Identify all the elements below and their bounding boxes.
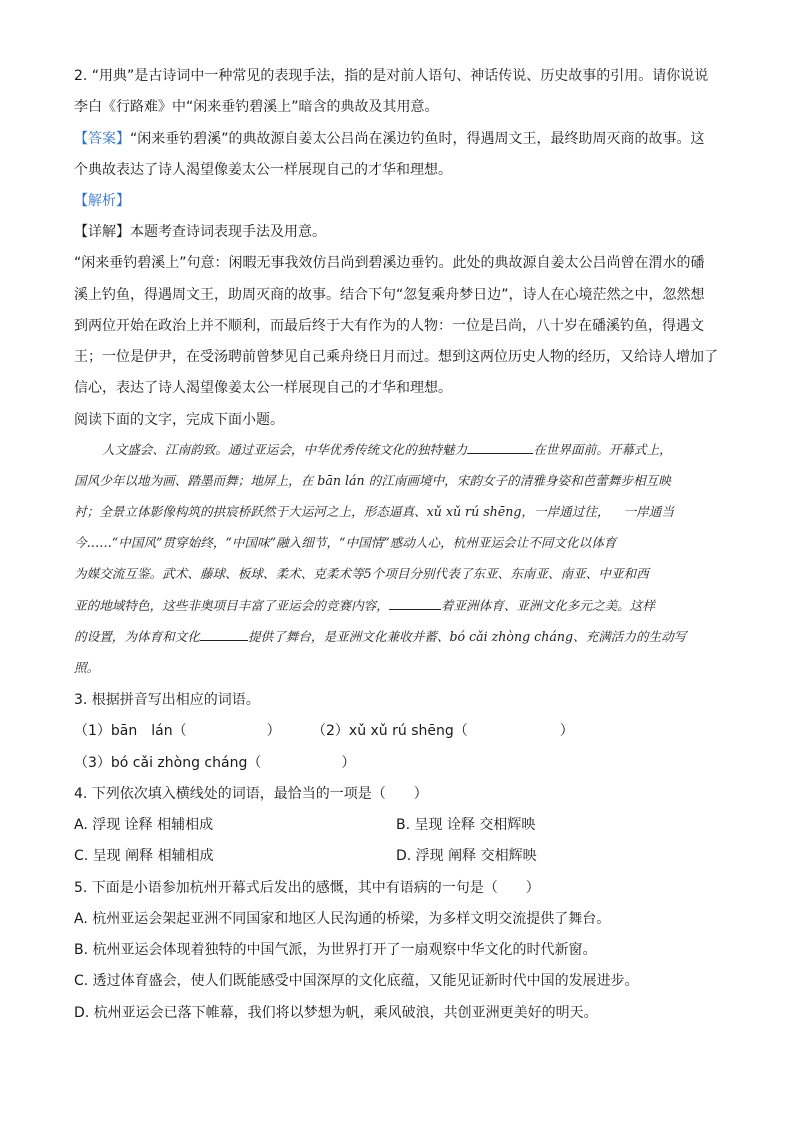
passage-line4: 今……“中国风”贯穿始终，“中国味”融入细节，“中国情”感动人心，杭州亚运会让不同文化以体育 — [74, 535, 617, 550]
fill-blank-1 — [467, 440, 533, 454]
paren-close: ） — [341, 755, 356, 771]
detail-line1: “闲来垂钓碧溪上”句意：闲暇无事我效仿吕尚到碧溪边垂钓。此处的典故源自姜太公吕尚曾在渭水的磻 — [74, 255, 705, 271]
passage-text: 着亚洲体育、亚洲文化多元之美。这样 — [440, 598, 655, 613]
q3-title: 3. 根据拼音写出相应的词语。 — [74, 692, 260, 708]
q4-option-d: D. 浮现 阐释 交相辉映 — [396, 848, 537, 864]
q3-item3 — [74, 753, 355, 773]
detail-line5: 信心，表达了诗人渴望像姜太公一样展现自己的才华和理想。 — [74, 380, 452, 396]
q5-option-b: B. 杭州亚运会体现着独特的中国气派，为世界打开了一扇观察中华文化的时代新窗。 — [74, 942, 597, 958]
passage-text: 提供了舞台，是亚洲文化兼收并蓄、bó cǎi zhòng cháng、充满活力的生动写 — [247, 629, 687, 644]
answer-text: “闲来垂钓碧溪”的典故源自姜太公吕尚在溪边钓鱼时，得遇周文王，最终助周灭商的故事。这 — [130, 131, 705, 147]
fill-blank-2 — [389, 596, 441, 610]
passage-text: 人文盛会、江南韵致。通过亚运会，中华优秀传统文化的独特魅力 — [102, 442, 468, 457]
q5-title: 5. 下面是小语参加杭州开幕式后发出的感慨，其中有语病的一句是（ ） — [74, 880, 540, 896]
q4-title: 4. 下列依次填入横线处的词语，最恰当的一项是（ ） — [74, 786, 428, 802]
pinyin-prompt: （3）bó cǎi zhòng cháng（ — [74, 755, 262, 771]
q3-item1 — [74, 721, 281, 741]
paren-close: ） — [559, 723, 574, 739]
passage-text: 的设置，为体育和文化 — [74, 629, 200, 644]
detail-line4: 王；一位是伊尹，在受汤聘前曾梦见自己乘舟绕日月而过。想到这两位历史人物的经历，又给诗人增加了 — [74, 349, 718, 365]
q2-stem-line2: 李白《行路难》中“闲来垂钓碧溪上”暗含的典故及其用意。 — [74, 99, 439, 115]
q3-item2 — [312, 721, 574, 741]
q2-stem-line1: 2. “用典”是古诗词中一种常见的表现手法，指的是对前人语句、神话传说、历史故事的引用。请你说说 — [74, 68, 709, 84]
passage-intro: 阅读下面的文字，完成下面小题。 — [74, 412, 284, 428]
passage-line8: 照。 — [74, 660, 100, 675]
fill-blank-3 — [200, 627, 248, 641]
passage-line3 — [74, 502, 674, 522]
passage-text: 一岸通当 — [623, 504, 674, 519]
q5-option-d: D. 杭州亚运会已落下帷幕，我们将以梦想为帆，乘风破浪，共创亚洲更美好的明天。 — [74, 1005, 598, 1021]
paren-close: ） — [266, 723, 281, 739]
passage-line5: 为媒交流互鉴。武术、藤球、板球、柔术、克柔术等5个项目分别代表了东亚、东南亚、南亚、中亚和西 — [74, 566, 649, 581]
q5-option-c: C. 透过体育盛会，使人们既能感受中国深厚的文化底蕴，又能见证新时代中国的发展进步。 — [74, 973, 639, 989]
detail-tag: 【详解】 — [74, 224, 130, 240]
passage-text: 亚的地域特色，这些非奥项目丰富了亚运会的竞赛内容， — [74, 598, 389, 613]
passage-text: 在世界面前。开幕式上， — [533, 442, 672, 457]
q4-option-a: A. 浮现 诠释 相辅相成 — [74, 817, 214, 833]
passage-line7 — [74, 627, 686, 647]
q4-option-b: B. 呈现 诠释 交相辉映 — [396, 817, 536, 833]
detail-heading — [74, 222, 326, 242]
passage-line2: 国风少年以地为画、踏墨而舞；地屏上，在 bān lán 的江南画境中，宋韵女子的清雅身姿和芭蕾舞步相互映 — [74, 473, 671, 488]
detail-text: 本题考查诗词表现手法及用意。 — [130, 224, 326, 240]
detail-line3: 到两位开始在政治上并不顺利，而最后终于大有作为的人物：一位是吕尚，八十岁在磻溪钓鱼，得遇文 — [74, 318, 704, 334]
pinyin-prompt: （2）xǔ xǔ rú shēng（ — [312, 723, 468, 739]
q4-option-c: C. 呈现 阐释 相辅相成 — [74, 848, 214, 864]
passage-line6 — [74, 596, 655, 616]
passage-text: 衬；全景立体影像构筑的拱宸桥跃然于大运河之上，形态逼真、xǔ xǔ rú shēng，一岸通过往， — [74, 504, 610, 519]
passage-line1 — [102, 440, 672, 460]
q2-answer-line2: 个典故表达了诗人渴望像姜太公一样展现自己的才华和理想。 — [74, 162, 452, 178]
detail-line2: 溪上钓鱼，得遇周文王，助周灭商的故事。结合下句“忽复乘舟梦日边”，诗人在心境茫然之中，忽然想 — [74, 287, 705, 303]
pinyin-prompt: （1）bān lán（ — [74, 723, 187, 739]
q2-answer-line1 — [74, 129, 705, 149]
answer-tag: 【答案】 — [74, 131, 130, 147]
q5-option-a: A. 杭州亚运会架起亚洲不同国家和地区人民沟通的桥梁，为多样文明交流提供了舞台。 — [74, 911, 611, 927]
analysis-tag: 【解析】 — [74, 193, 130, 209]
